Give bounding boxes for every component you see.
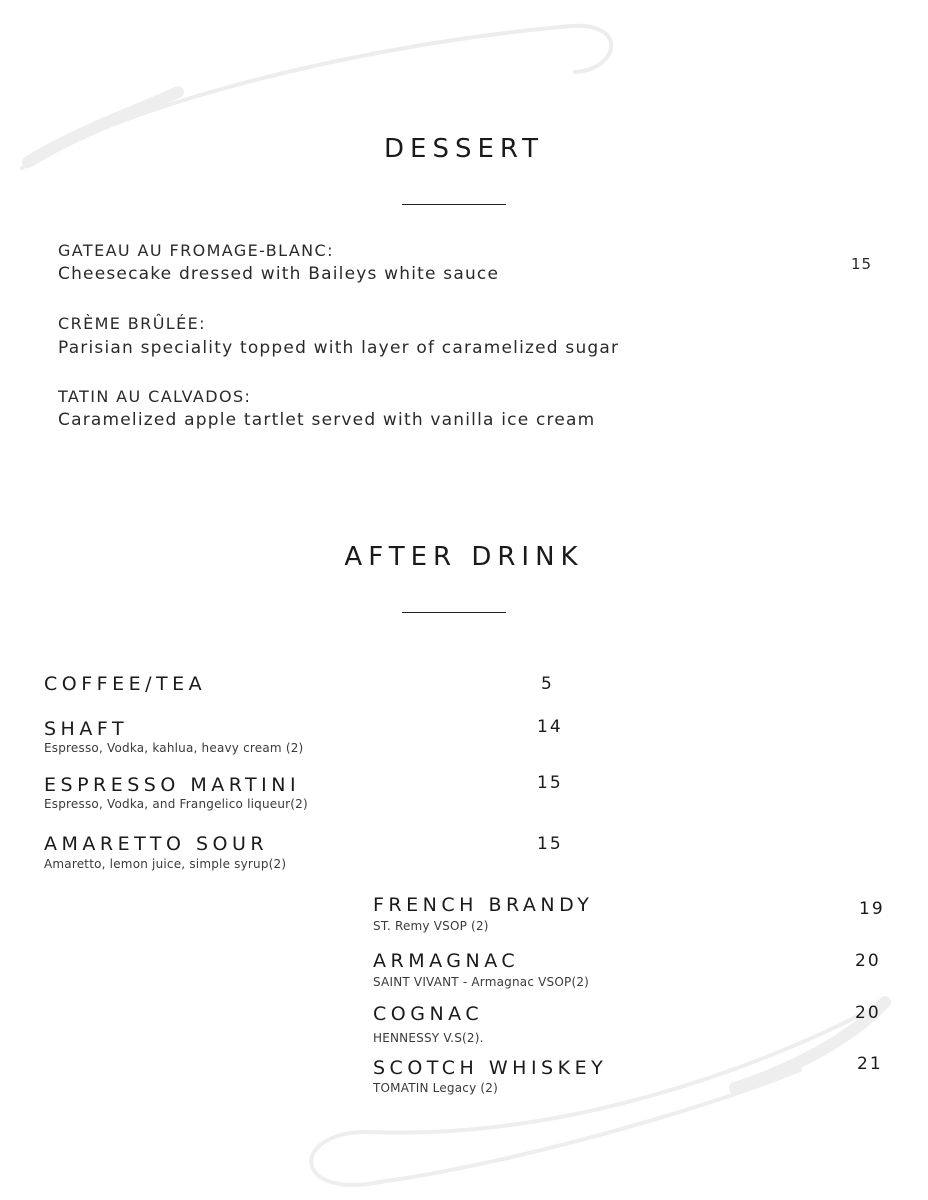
spirit-description: TOMATIN Legacy (2) [373, 1081, 499, 1095]
drink-price: 15 [537, 773, 563, 793]
drink-name: AMARETTO SOUR [44, 833, 269, 855]
after-drink-divider [402, 612, 506, 613]
drink-price: 5 [541, 674, 554, 694]
dessert-divider [402, 204, 506, 205]
drink-name: ESPRESSO MARTINI [44, 774, 301, 796]
spirit-name: COGNAC [373, 1003, 484, 1025]
spirit-description: ST. Remy VSOP (2) [373, 919, 489, 933]
spirit-description: HENNESSY V.S(2). [373, 1031, 484, 1045]
dessert-item-name: GATEAU AU FROMAGE-BLANC: [58, 241, 334, 260]
dessert-item-name: TATIN AU CALVADOS: [58, 387, 252, 406]
drink-price: 15 [537, 834, 563, 854]
spirit-description: SAINT VIVANT - Armagnac VSOP(2) [373, 975, 590, 989]
drink-name: COFFEE/TEA [44, 673, 207, 695]
spirit-price: 21 [857, 1054, 883, 1074]
dessert-title: DESSERT [384, 134, 544, 164]
dessert-item-description: Caramelized apple tartlet served with vanilla ice cream [58, 410, 596, 430]
spirit-name: ARMAGNAC [373, 950, 520, 972]
spirit-price: 20 [855, 1003, 881, 1023]
spirit-name: SCOTCH WHISKEY [373, 1057, 608, 1079]
spirit-price: 19 [859, 899, 885, 919]
dessert-item-name: CRÈME BRÛLÉE: [58, 314, 206, 333]
after-drink-title: AFTER DRINK [344, 542, 584, 572]
dessert-item-description: Cheesecake dressed with Baileys white sauce [58, 264, 500, 284]
drink-description: Espresso, Vodka, kahlua, heavy cream (2) [44, 741, 304, 755]
drink-price: 14 [537, 717, 563, 737]
spirit-name: FRENCH BRANDY [373, 894, 594, 916]
drink-name: SHAFT [44, 718, 129, 740]
drink-description: Espresso, Vodka, and Frangelico liqueur(2) [44, 797, 308, 811]
dessert-price: 15 [851, 255, 873, 273]
spirit-price: 20 [855, 951, 881, 971]
dessert-item-description: Parisian speciality topped with layer of caramelized sugar [58, 338, 620, 358]
drink-description: Amaretto, lemon juice, simple syrup(2) [44, 857, 287, 871]
